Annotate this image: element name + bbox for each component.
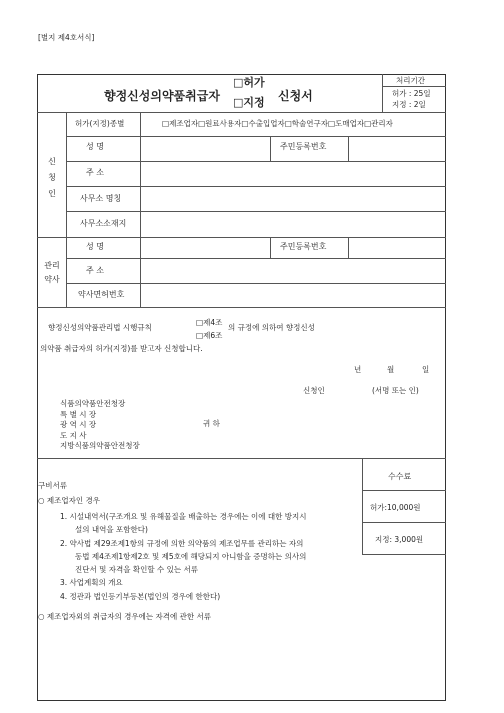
pharmacist-address-label: 주 소 xyxy=(86,266,104,275)
option-permit[interactable]: □허가 xyxy=(233,76,265,89)
applicant-address-label: 주 소 xyxy=(86,168,104,177)
article-4-option[interactable]: □제4조 xyxy=(196,318,223,327)
signer-label: 신청인 xyxy=(303,386,325,395)
pharmacist-name-label: 성 명 xyxy=(86,242,104,251)
office-name-label: 사무소 명칭 xyxy=(80,194,122,203)
applicant-name-label: 성 명 xyxy=(86,142,104,151)
documents-header: 구비서류 xyxy=(38,481,67,490)
pharmacist-name-field[interactable] xyxy=(141,238,269,257)
pharmacist-section-label: 관리 약사 xyxy=(44,261,60,284)
processing-designation: 지정 : 2일 xyxy=(392,100,426,109)
document-item-1-cont: 설의 내역을 포함한다) xyxy=(75,525,148,535)
office-name-field[interactable] xyxy=(141,187,445,210)
applicant-address-field[interactable] xyxy=(141,162,445,185)
article-6-option[interactable]: □제6조 xyxy=(196,331,223,340)
pharmacist-address-field[interactable] xyxy=(141,259,445,282)
documents-group1: ○ 제조업자인 경우 xyxy=(38,496,101,505)
fee-permit: 허가:10,000원 xyxy=(370,503,421,512)
document-item-2-cont1: 동법 제4조제1항제2호 및 제5호에 해당되지 아니함을 증명하는 의사의 xyxy=(75,551,307,561)
applicant-rrn-label: 주민등록번호 xyxy=(280,142,327,151)
form-title-prefix: 향정신성의약품취급자 xyxy=(104,89,220,103)
statement-line2: 의약품 취급자의 허가(지정)를 받고자 신청합니다. xyxy=(40,344,203,353)
recipient-5: 지방식품의약품안전청장 xyxy=(60,441,140,450)
fee-designation: 지정: 3,000원 xyxy=(375,535,424,544)
document-item-4: 4. 정관과 법인등기부등본(법인의 경우에 한한다) xyxy=(60,591,221,601)
signature-note: (서명 또는 인) xyxy=(372,386,419,395)
form-number: [별지 제4호서식] xyxy=(38,33,95,42)
pharmacist-rrn-label: 주민등록번호 xyxy=(280,242,327,251)
office-location-label: 사무소소재지 xyxy=(80,219,127,228)
fee-header: 수수료 xyxy=(388,472,412,481)
permit-type-label: 허가(지정)종별 xyxy=(75,119,125,128)
office-location-field[interactable] xyxy=(141,212,445,236)
document-item-3: 3. 사업계획의 개요 xyxy=(60,578,123,588)
date-year: 년 xyxy=(354,365,362,374)
document-item-2: 2. 약사법 제29조제1항의 규정에 의한 의약품의 제조업무를 관리하는 자의 xyxy=(60,538,304,548)
license-number-label: 약사면허번호 xyxy=(78,290,125,299)
processing-header: 처리기간 xyxy=(396,76,425,85)
applicant-rrn-field[interactable] xyxy=(349,137,445,160)
date-day: 일 xyxy=(422,365,430,374)
date-month: 월 xyxy=(387,365,395,374)
statement-line1-a: 향정신성의약품관리법 시행규칙 xyxy=(48,323,152,332)
option-designation[interactable]: □지정 xyxy=(233,96,265,109)
recipient-1: 식품의약품안전청장 xyxy=(60,399,126,408)
statement-line1-b: 의 규정에 의하여 향정신성 xyxy=(228,323,315,332)
processing-divider xyxy=(382,74,383,112)
document-item-1: 1. 시설내역서(구조개요 및 유해물질을 배출하는 경우에는 이에 대한 방지시 xyxy=(60,512,307,521)
recipient-4: 도 지 사 xyxy=(60,430,87,440)
recipient-3: 광 역 시 장 xyxy=(60,420,97,429)
honorific: 귀 하 xyxy=(203,419,220,428)
form-title-suffix: 신청서 xyxy=(278,89,313,103)
license-number-field[interactable] xyxy=(141,284,445,306)
applicant-name-field[interactable] xyxy=(141,137,269,160)
recipient-2: 특 별 시 장 xyxy=(60,409,97,419)
document-item-2-cont2: 진단서 및 자격을 확인할 수 있는 서류 xyxy=(75,565,198,575)
applicant-section-label: 신 청 인 xyxy=(48,157,56,198)
recipient-list xyxy=(60,399,140,452)
documents-items xyxy=(60,510,307,603)
pharmacist-rrn-field[interactable] xyxy=(349,238,445,257)
documents-group2: ○ 제조업자외의 취급자의 경우에는 자격에 관한 서류 xyxy=(38,612,211,621)
processing-permit: 허가 : 25일 xyxy=(392,89,431,98)
permit-type-options[interactable]: □제조업자□원료사용자□수출입업자□학술연구자□도매업자□관리자 xyxy=(162,119,393,128)
